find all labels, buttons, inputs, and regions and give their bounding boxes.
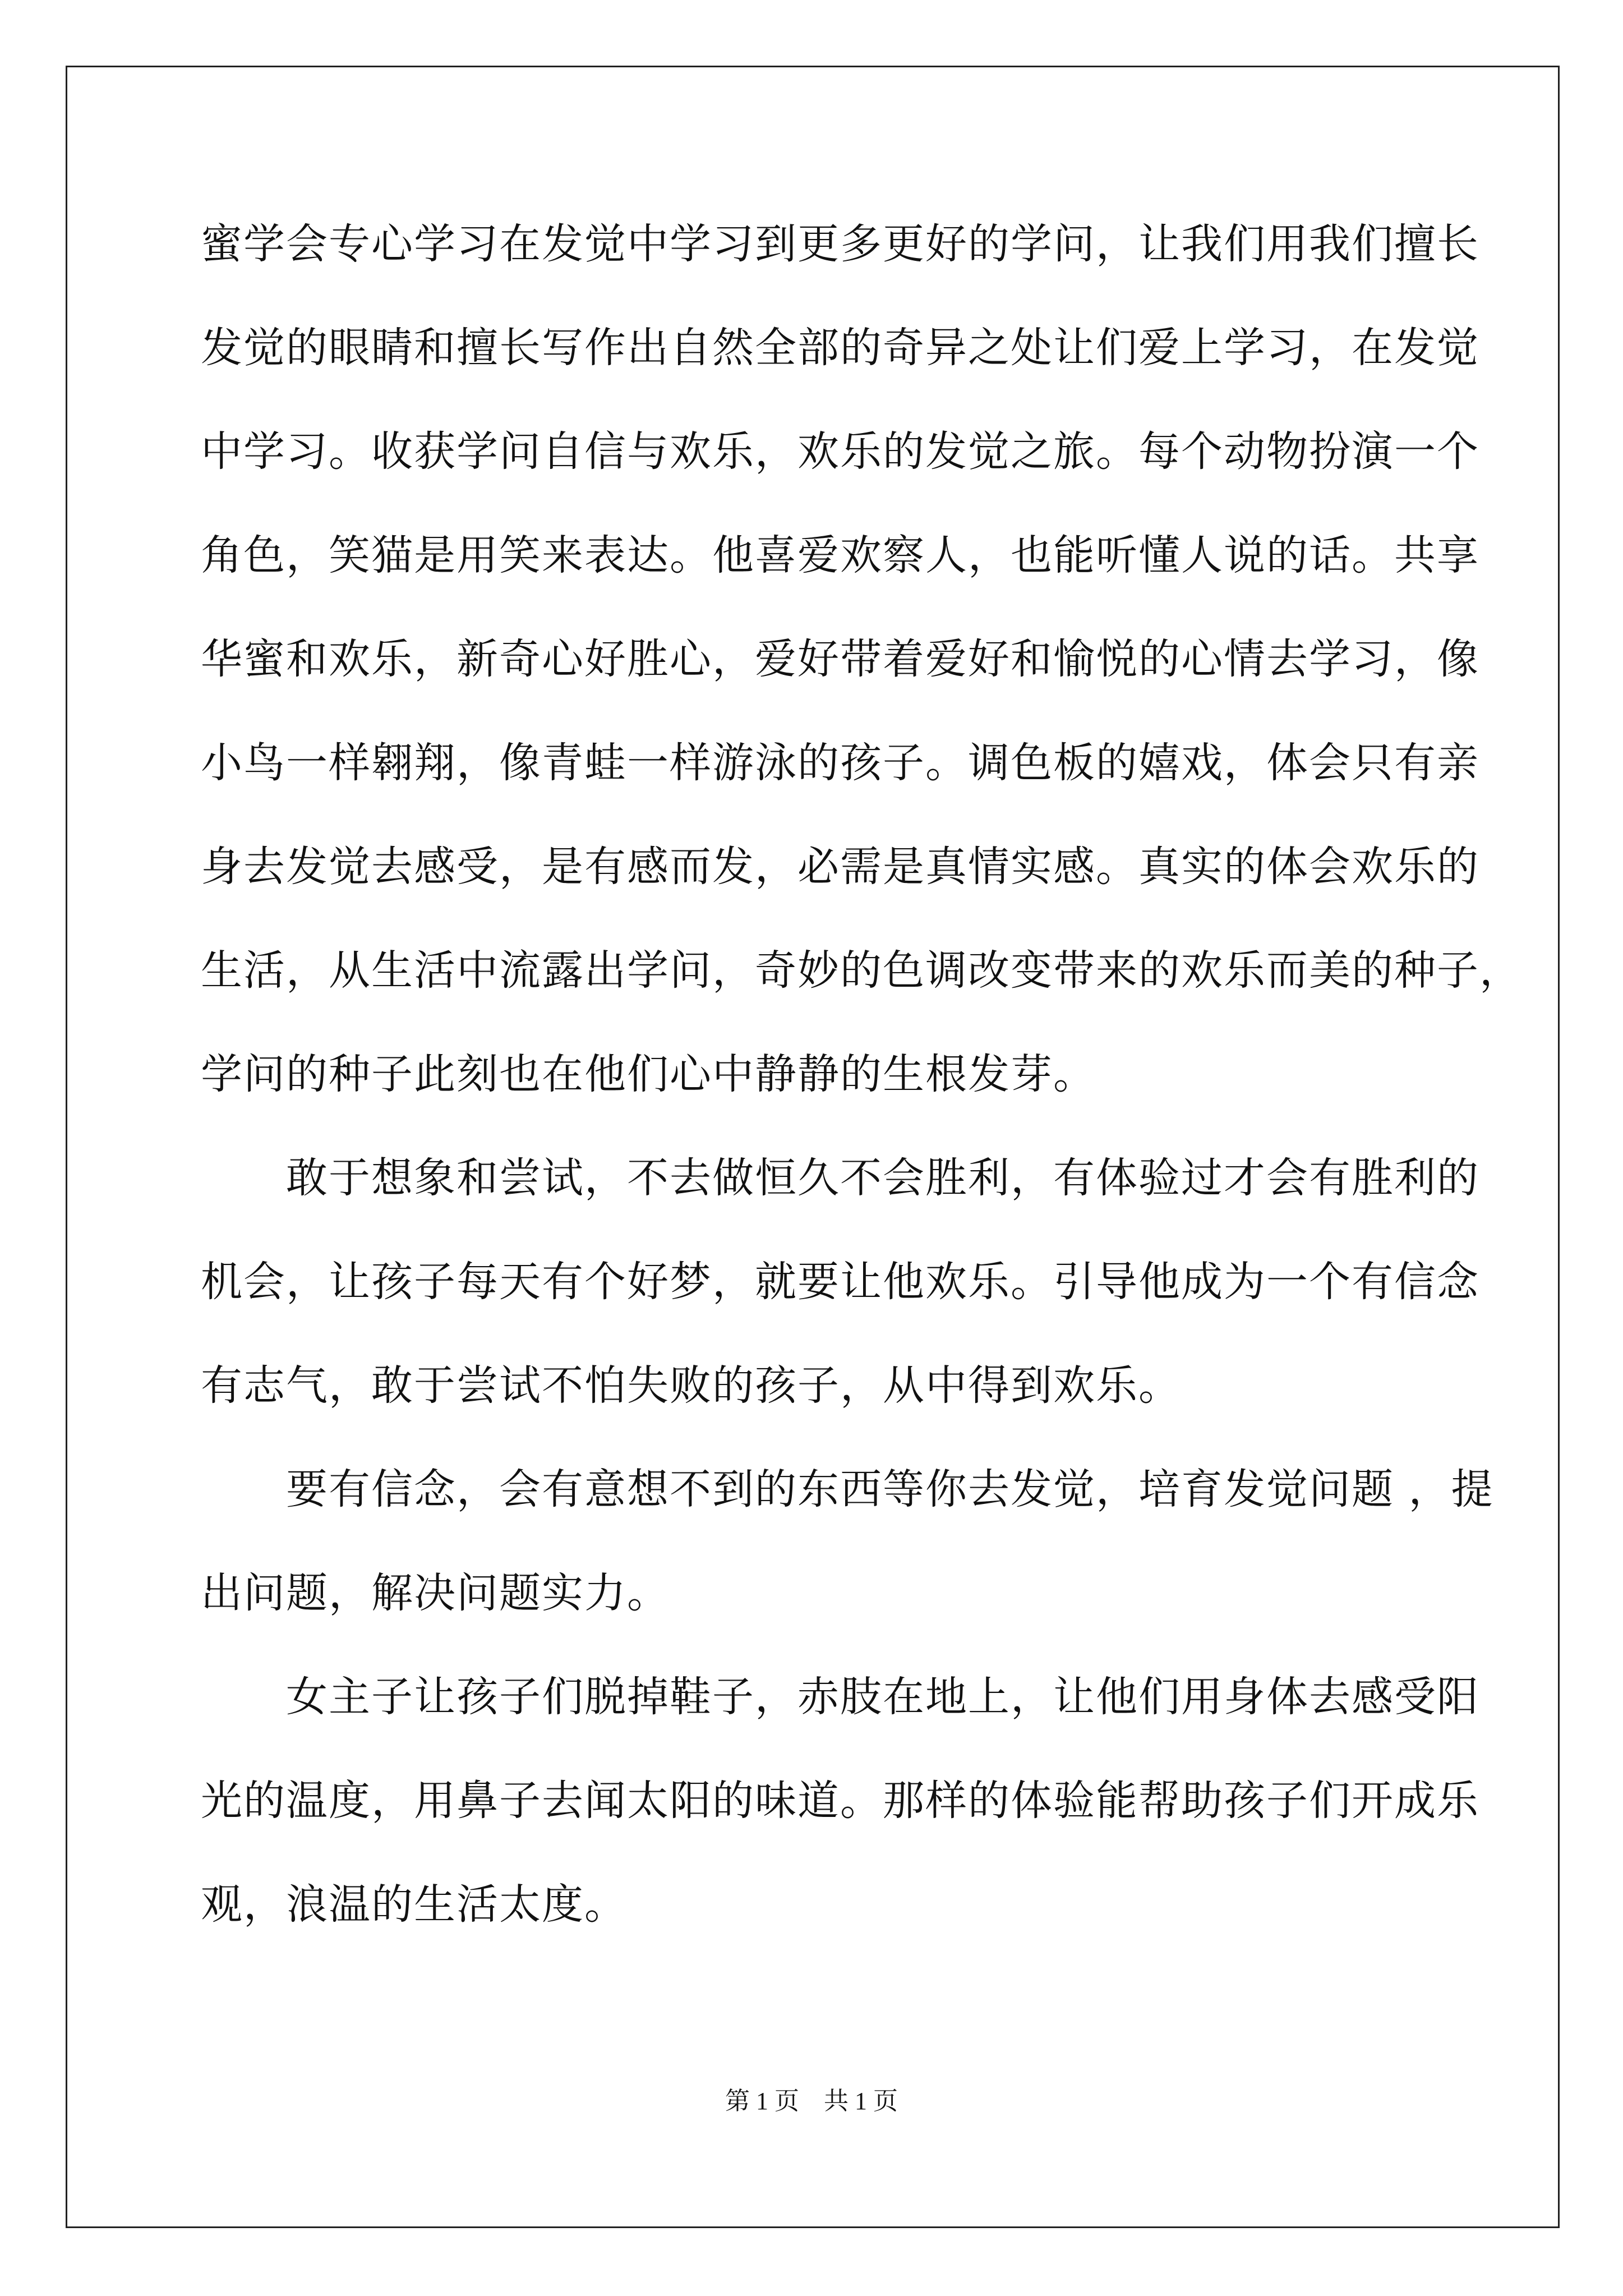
text-line: 小鸟一样翱翔，像青蛙一样游泳的孩子。调色板的嬉戏，体会只有亲 (201, 739, 1479, 787)
text-line: 身去发觉去感受，是有感而发，必需是真情实感。真实的体会欢乐的 (201, 843, 1479, 891)
text-line: 生活，从生活中流露出学问，奇妙的色调改变带来的欢乐而美的种子， (201, 946, 1522, 995)
text-line: 要有信念，会有意想不到的东西等你去发觉，培育发觉问题 ，提 (201, 1465, 1494, 1513)
text-line: 蜜学会专心学习在发觉中学习到更多更好的学问，让我们用我们擅长 (201, 220, 1479, 268)
text-line: 观，浪温的生活太度。 (201, 1880, 627, 1929)
page-number-footer: 第 1 页 共 1 页 (725, 2087, 898, 2115)
text-line: 发觉的眼睛和擅长写作出自然全部的奇异之处让们爱上学习，在发觉 (201, 324, 1479, 372)
text-line: 角色，笑猫是用笑来表达。他喜爱欢察人，也能听懂人说的话。共享 (201, 531, 1479, 579)
text-line: 机会，让孩子每天有个好梦，就要让他欢乐。引导他成为一个有信念 (201, 1258, 1479, 1306)
text-line: 女主子让孩子们脱掉鞋子，赤肢在地上，让他们用身体去感受阳 (201, 1673, 1479, 1721)
text-line: 出问题，解决问题实力。 (201, 1569, 670, 1617)
text-line: 华蜜和欢乐，新奇心好胜心，爱好带着爱好和愉悦的心情去学习，像 (201, 635, 1479, 683)
text-line: 学问的种子此刻也在他们心中静静的生根发芽。 (201, 1050, 1096, 1098)
text-line: 光的温度，用鼻子去闻太阳的味道。那样的体验能帮助孩子们开成乐 (201, 1777, 1479, 1825)
text-line: 中学习。收获学问自信与欢乐，欢乐的发觉之旅。每个动物扮演一个 (201, 427, 1479, 476)
text-line: 敢于想象和尝试，不去做恒久不会胜利，有体验过才会有胜利的 (201, 1154, 1479, 1202)
text-line: 有志气，敢于尝试不怕失败的孩子，从中得到欢乐。 (201, 1361, 1181, 1410)
